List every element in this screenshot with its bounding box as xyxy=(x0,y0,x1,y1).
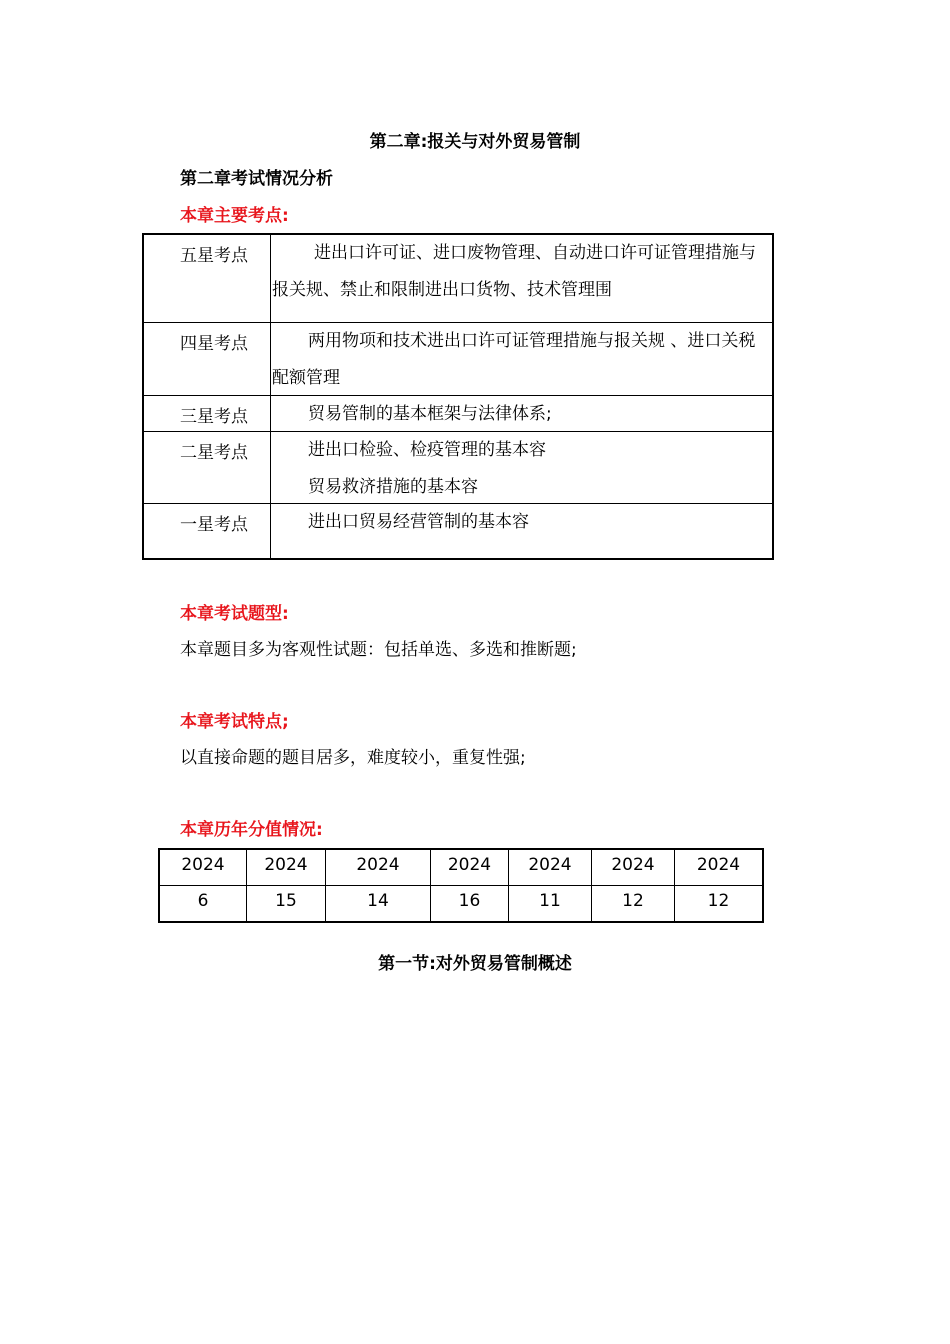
analysis-heading: 第二章考试情况分析 xyxy=(180,169,333,189)
key-points-row xyxy=(144,323,772,396)
key-points-content xyxy=(272,432,772,503)
score-cell: 16 xyxy=(431,886,509,921)
exam-features-heading: 本章考试特点; xyxy=(180,712,289,732)
key-points-content xyxy=(272,235,772,322)
key-points-content xyxy=(272,323,772,395)
score-cell: 12 xyxy=(592,886,675,921)
key-point-line: 两用物项和技术进出口许可证管理措施与报关规 、进口关税 xyxy=(308,331,756,351)
key-point-line: 进出口贸易经营管制的基本容 xyxy=(308,512,529,532)
star-level-label: 五星考点 xyxy=(144,235,271,322)
star-level-label: 一星考点 xyxy=(144,504,271,558)
key-points-row xyxy=(144,504,772,558)
year-cell: 2024 xyxy=(509,850,592,885)
score-row xyxy=(160,886,762,921)
key-points-content xyxy=(272,396,772,431)
chapter-title: 第二章:报关与对外贸易管制 xyxy=(369,132,581,152)
star-level-label: 四星考点 xyxy=(144,323,271,395)
key-point-line: 报关规、禁止和限制进出口货物、技术管理围 xyxy=(272,280,612,300)
exam-features-text: 以直接命题的题目居多，难度较小，重复性强; xyxy=(180,748,526,768)
year-cell: 2024 xyxy=(160,850,247,885)
score-history-heading: 本章历年分值情况: xyxy=(180,820,323,840)
section-title: 第一节:对外贸易管制概述 xyxy=(378,954,572,974)
star-level-label: 二星考点 xyxy=(144,432,271,503)
key-point-line: 进出口许可证、进口废物管理、自动进口许可证管理措施与 xyxy=(314,243,756,263)
score-cell: 15 xyxy=(247,886,326,921)
year-cell: 2024 xyxy=(592,850,675,885)
key-point-line: 配额管理 xyxy=(272,368,340,388)
key-points-content xyxy=(272,504,772,558)
score-cell: 12 xyxy=(707,891,730,911)
star-level-label: 三星考点 xyxy=(144,396,271,431)
year-cell: 2024 xyxy=(247,850,326,885)
year-cell: 2024 xyxy=(431,850,509,885)
key-points-row xyxy=(144,396,772,432)
score-cell: 6 xyxy=(160,886,247,921)
key-point-line: 贸易管制的基本框架与法律体系; xyxy=(308,404,552,424)
year-cell: 2024 xyxy=(696,855,741,875)
year-row xyxy=(160,850,762,886)
key-points-heading: 本章主要考点: xyxy=(180,206,289,226)
key-point-line: 贸易救济措施的基本容 xyxy=(308,477,478,497)
question-types-text: 本章题目多为客观性试题：包括单选、多选和推断题; xyxy=(180,640,577,660)
year-cell: 2024 xyxy=(326,850,431,885)
key-points-table xyxy=(142,233,774,560)
key-points-row xyxy=(144,235,772,323)
score-history-table xyxy=(158,848,764,923)
key-points-row xyxy=(144,432,772,504)
question-types-heading: 本章考试题型: xyxy=(180,604,289,624)
score-cell: 14 xyxy=(326,886,431,921)
score-cell: 11 xyxy=(509,886,592,921)
key-point-line: 进出口检验、检疫管理的基本容 xyxy=(308,440,546,460)
